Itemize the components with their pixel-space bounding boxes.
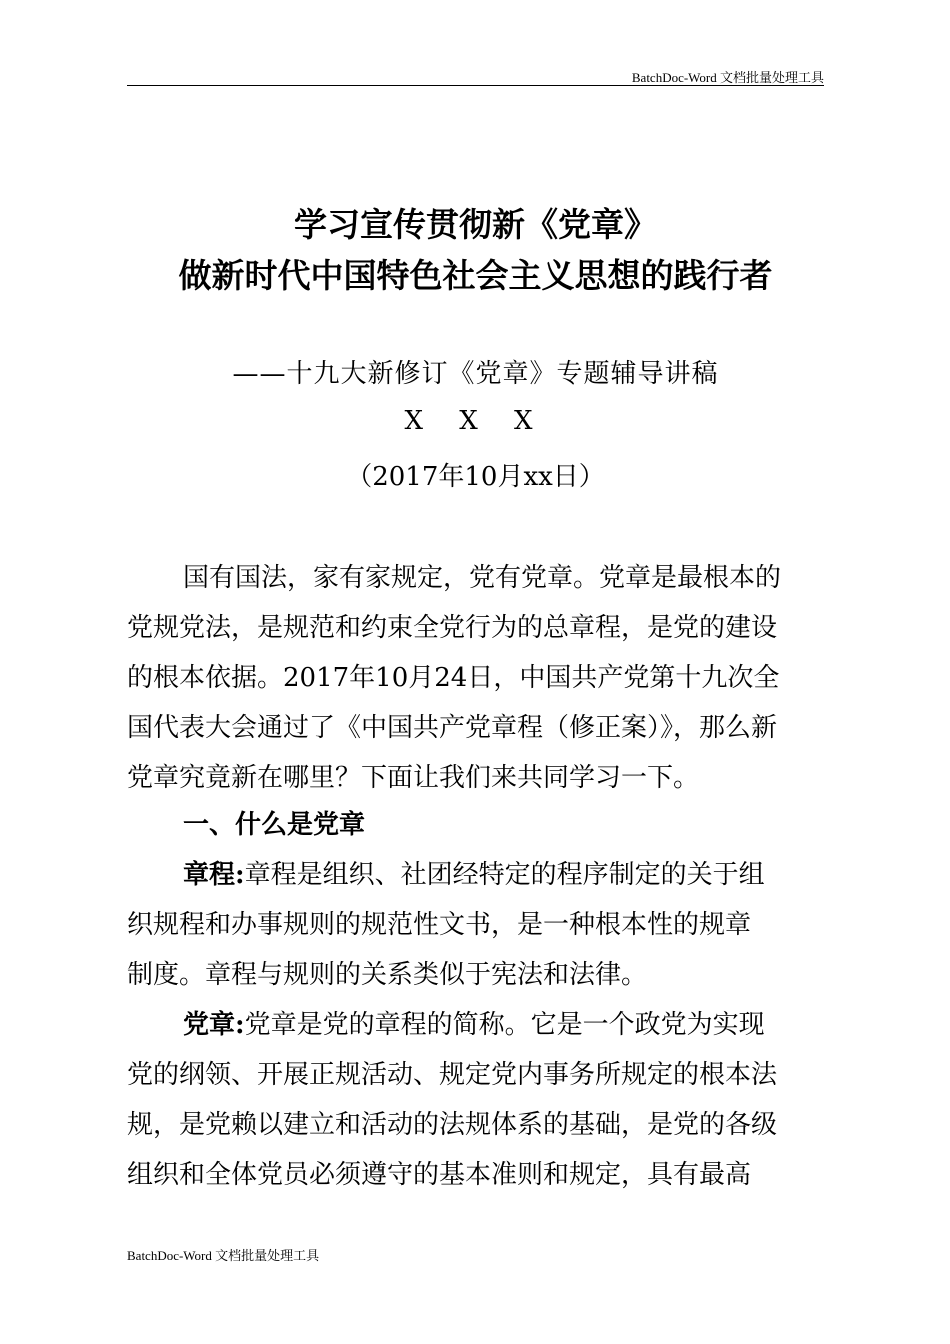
document-title-line-2: 做新时代中国特色社会主义思想的践行者: [178, 256, 773, 295]
charter-definition-text: 章程是组织、社团经特定的程序制定的关于组: [244, 860, 765, 890]
document-title-line-1: 学习宣传贯彻新《党章》: [294, 205, 657, 244]
charter-paragraph-line: [127, 854, 880, 891]
document-date: （2017年10月xx日）: [346, 462, 605, 492]
party-charter-paragraph-line: 党的纲领、开展正规活动、规定党内事务所规定的根本法: [127, 1060, 778, 1090]
page-footer-text: BatchDoc-Word 文档批量处理工具: [127, 1248, 320, 1263]
party-charter-paragraph-line: 组织和全体党员必须遵守的基本准则和规定，具有最高: [127, 1160, 752, 1190]
intro-paragraph-line: 党章究竟新在哪里？下面让我们来共同学习一下。: [127, 763, 700, 793]
section-heading: 一、什么是党章: [183, 810, 366, 840]
party-charter-paragraph-line: 规，是党赖以建立和活动的法规体系的基础，是党的各级: [127, 1110, 778, 1140]
party-charter-term: 党章:: [183, 1010, 245, 1040]
party-charter-paragraph-line: [127, 1004, 880, 1041]
intro-paragraph-line: 国代表大会通过了《中国共产党章程（修正案）》，那么新: [127, 713, 778, 743]
intro-paragraph-line: 国有国法，家有家规定，党有党章。党章是最根本的: [183, 563, 782, 593]
party-charter-definition-text: 党章是党的章程的简称。它是一个政党为实现: [244, 1010, 765, 1040]
document-subtitle: ——十九大新修订《党章》专题辅导讲稿: [232, 359, 719, 389]
intro-paragraph-line: 的根本依据。2017年10月24日，中国共产党第十九次全: [127, 663, 780, 693]
intro-paragraph-line: 党规党法，是规范和约束全党行为的总章程，是党的建设: [127, 613, 778, 643]
charter-term: 章程:: [183, 860, 245, 890]
charter-paragraph-line: 织规程和办事规则的规范性文书，是一种根本性的规章: [127, 910, 752, 940]
document-author: X X X: [404, 406, 547, 436]
page-header-text: BatchDoc-Word 文档批量处理工具: [631, 70, 824, 85]
charter-paragraph-line: 制度。章程与规则的关系类似于宪法和法律。: [127, 960, 648, 990]
header-rule: [127, 85, 824, 86]
